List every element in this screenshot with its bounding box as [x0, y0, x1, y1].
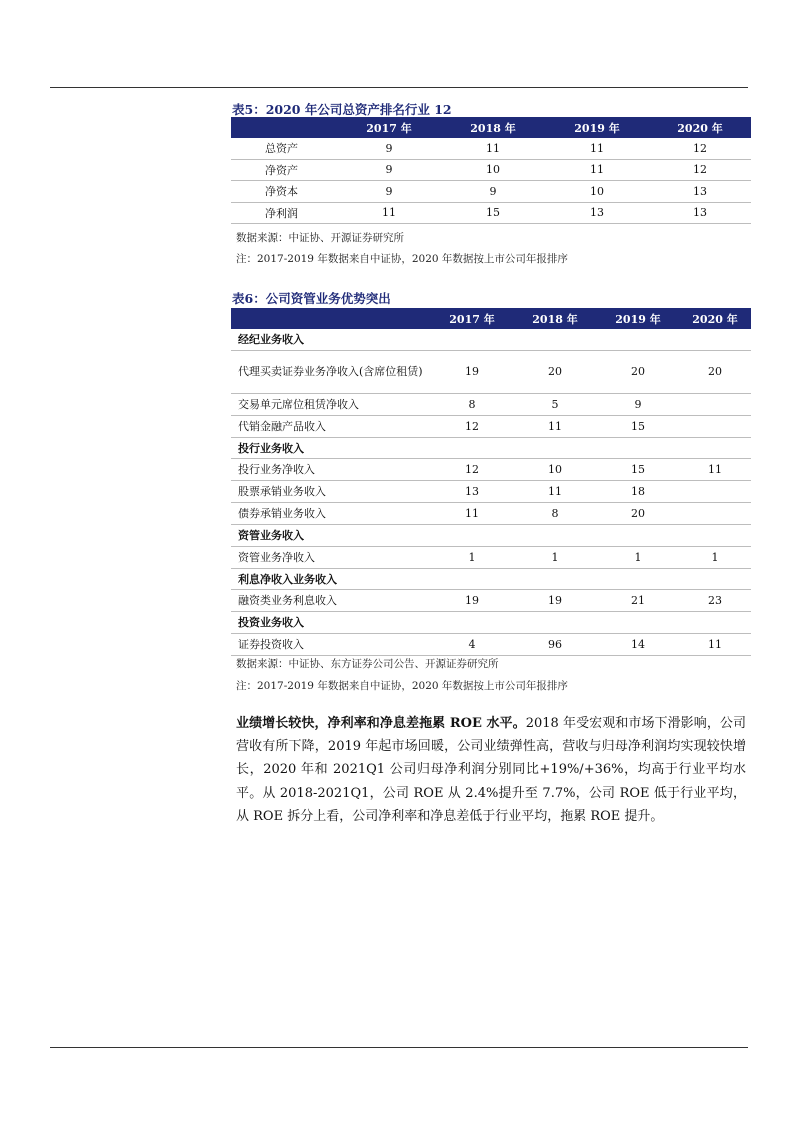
table-row	[231, 415, 751, 437]
cell: 15	[597, 459, 679, 481]
table-row	[231, 481, 751, 503]
row-label: 证券投资收入	[231, 633, 431, 655]
cell	[679, 481, 751, 503]
cell: 8	[513, 503, 597, 525]
cell: 9	[597, 393, 679, 415]
table5-title: 表5：2020 年公司总资产排名行业 12	[232, 102, 452, 117]
cell: 1	[597, 546, 679, 568]
paragraph-body: 2018 年受宏观和市场下滑影响，公司营收有所下降，2019 年起市场回暖，公司业绩弹性高，营收与归母净利润均实现较快增长，2020 年和 2021Q1 公司归母净利润分别同比+19%/+36%，均高于行业平均水平。从 2018-2021Q1，公司 ROE 从 2.4%提升至 7.7%，公司 ROE 低于行业平均，从 ROE 拆分上看，公司净利率和净息差低于行业平均，拖累 ROE 提升。	[236, 716, 746, 824]
section-row	[231, 568, 751, 590]
row-label: 股票承销业务收入	[231, 481, 431, 503]
table6-header-2018: 2018 年	[513, 308, 597, 329]
row-label: 交易单元席位租赁净收入	[231, 393, 431, 415]
table-row	[231, 633, 751, 655]
cell: 10	[513, 459, 597, 481]
row-label: 净利润	[231, 202, 337, 224]
cell: 23	[679, 590, 751, 612]
cell: 20	[597, 503, 679, 525]
table-row	[231, 393, 751, 415]
cell: 11	[431, 503, 513, 525]
cell: 13	[545, 202, 649, 224]
cell	[679, 393, 751, 415]
row-label: 净资产	[231, 159, 337, 181]
cell: 1	[513, 546, 597, 568]
table6-header-row	[231, 308, 751, 329]
row-label: 代销金融产品收入	[231, 415, 431, 437]
table-row	[231, 159, 751, 181]
table5-header-2019: 2019 年	[545, 117, 649, 138]
table-row	[231, 546, 751, 568]
cell: 18	[597, 481, 679, 503]
cell: 20	[513, 350, 597, 393]
paragraph-lead: 业绩增长较快，净利率和净息差拖累 ROE 水平。	[236, 716, 526, 731]
section-row	[231, 525, 751, 547]
section-label: 投行业务收入	[231, 437, 751, 459]
table5	[231, 117, 751, 224]
cell: 1	[679, 546, 751, 568]
table6-title: 表6：公司资管业务优势突出	[232, 291, 391, 306]
section-label: 资管业务收入	[231, 525, 751, 547]
cell: 11	[679, 633, 751, 655]
row-label: 净资本	[231, 181, 337, 203]
footer-rule	[50, 1047, 748, 1048]
section-row	[231, 329, 751, 350]
row-label: 投行业务净收入	[231, 459, 431, 481]
table6-header-blank	[231, 308, 431, 329]
section-label: 利息净收入业务收入	[231, 568, 751, 590]
cell: 11	[337, 202, 441, 224]
cell: 11	[513, 415, 597, 437]
table6-note: 注：2017-2019 年数据来自中证协，2020 年数据按上市公司年报排序	[236, 680, 568, 692]
table6-header-2019: 2019 年	[597, 308, 679, 329]
row-label: 总资产	[231, 138, 337, 159]
body-paragraph	[236, 712, 746, 828]
table5-note: 注：2017-2019 年数据来自中证协，2020 年数据按上市公司年报排序	[236, 253, 568, 265]
cell: 19	[431, 350, 513, 393]
cell: 9	[337, 159, 441, 181]
table-row	[231, 181, 751, 203]
row-label: 债券承销业务收入	[231, 503, 431, 525]
cell: 96	[513, 633, 597, 655]
table-row	[231, 350, 751, 393]
cell: 15	[441, 202, 545, 224]
row-label: 代理买卖证券业务净收入(含席位租赁)	[231, 350, 431, 393]
table6	[231, 308, 751, 656]
section-label: 经纪业务收入	[231, 329, 751, 350]
cell: 12	[431, 459, 513, 481]
cell: 9	[337, 138, 441, 159]
cell: 19	[513, 590, 597, 612]
cell: 9	[441, 181, 545, 203]
cell: 20	[597, 350, 679, 393]
table-row	[231, 503, 751, 525]
table5-header-blank	[231, 117, 337, 138]
row-label: 融资类业务利息收入	[231, 590, 431, 612]
cell: 13	[431, 481, 513, 503]
table5-header-2018: 2018 年	[441, 117, 545, 138]
cell: 11	[545, 159, 649, 181]
cell: 10	[545, 181, 649, 203]
table6-header-2020: 2020 年	[679, 308, 751, 329]
section-label: 投资业务收入	[231, 612, 751, 634]
cell: 11	[513, 481, 597, 503]
cell: 11	[441, 138, 545, 159]
cell: 11	[545, 138, 649, 159]
cell: 8	[431, 393, 513, 415]
cell: 13	[649, 202, 751, 224]
section-row	[231, 437, 751, 459]
cell: 14	[597, 633, 679, 655]
table6-header-2017: 2017 年	[431, 308, 513, 329]
cell: 12	[649, 138, 751, 159]
table-row	[231, 138, 751, 159]
section-row	[231, 612, 751, 634]
header-rule	[50, 87, 748, 88]
table6-source: 数据来源：中证协、东方证券公司公告、开源证券研究所	[236, 658, 499, 670]
cell: 13	[649, 181, 751, 203]
table-row	[231, 590, 751, 612]
cell: 10	[441, 159, 545, 181]
table-row	[231, 202, 751, 224]
cell: 5	[513, 393, 597, 415]
table-row	[231, 459, 751, 481]
cell: 21	[597, 590, 679, 612]
table5-header-2020: 2020 年	[649, 117, 751, 138]
table5-header-row	[231, 117, 751, 138]
cell: 15	[597, 415, 679, 437]
cell: 11	[679, 459, 751, 481]
table5-source: 数据来源：中证协、开源证券研究所	[236, 232, 404, 244]
cell: 12	[649, 159, 751, 181]
cell: 9	[337, 181, 441, 203]
cell: 19	[431, 590, 513, 612]
table5-header-2017: 2017 年	[337, 117, 441, 138]
cell: 4	[431, 633, 513, 655]
row-label: 资管业务净收入	[231, 546, 431, 568]
cell: 20	[679, 350, 751, 393]
cell: 1	[431, 546, 513, 568]
cell	[679, 503, 751, 525]
cell: 12	[431, 415, 513, 437]
cell	[679, 415, 751, 437]
